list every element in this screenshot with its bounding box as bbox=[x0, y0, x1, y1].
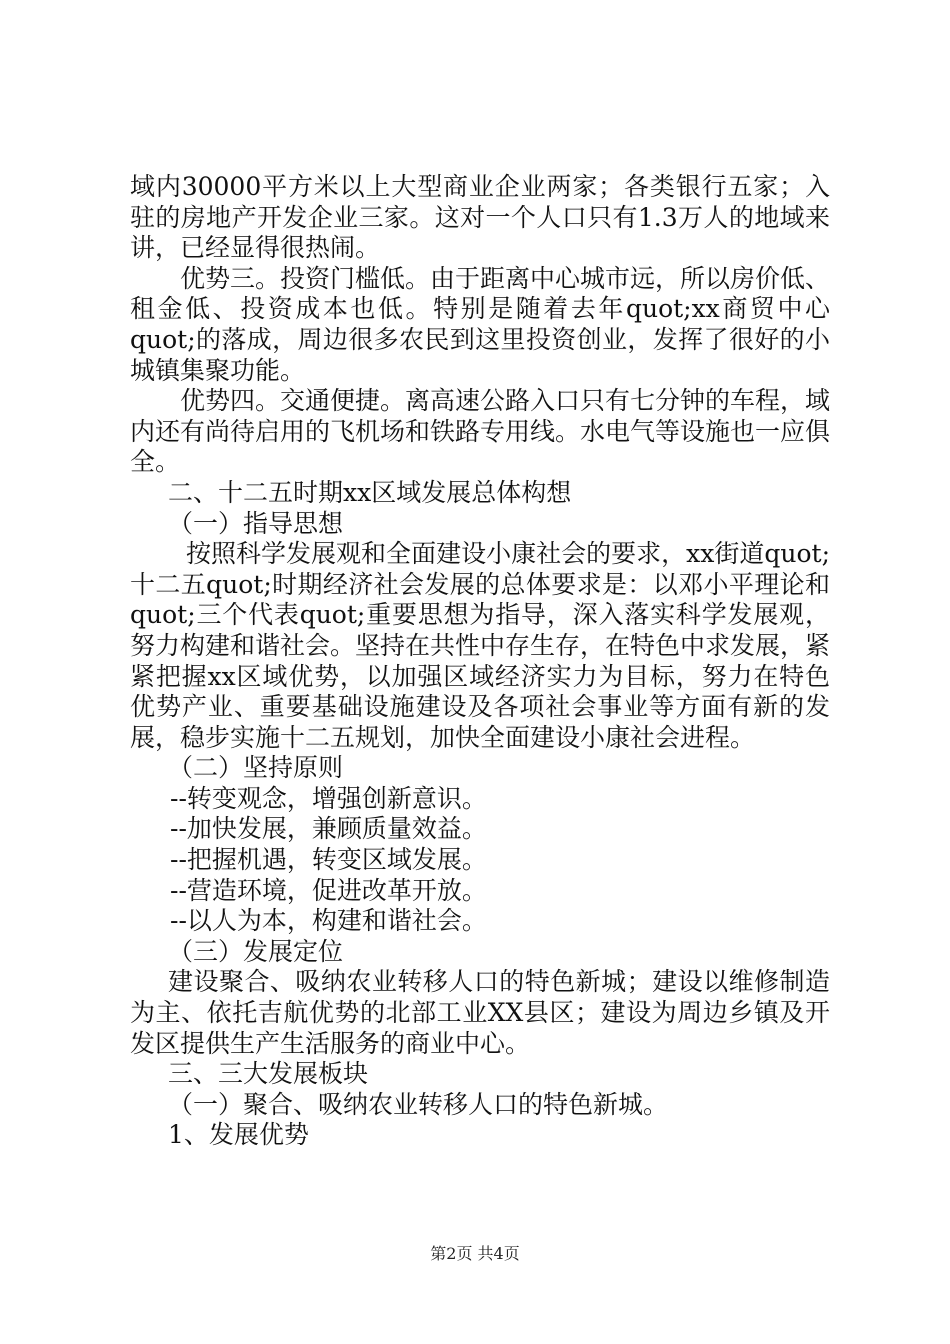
paragraph-1: 域内30000平方米以上大型商业企业两家；各类银行五家；入驻的房地产开发企业三家。这对一个人口只有1.3万人的地域来讲，已经显得很热闹。 bbox=[130, 172, 830, 263]
document-body bbox=[130, 172, 830, 1151]
subsection-heading-guiding-thought: （一）指导思想 bbox=[168, 508, 344, 538]
principle-item-1: --转变观念，增强创新意识。 bbox=[170, 783, 487, 813]
principle-item-5: --以人为本，构建和谐社会。 bbox=[170, 906, 487, 936]
page-footer: 第2页 共4页 bbox=[430, 1244, 520, 1263]
item-heading-advantages: 1、发展优势 bbox=[168, 1120, 309, 1150]
subsection-heading-positioning: （三）发展定位 bbox=[168, 936, 344, 966]
section-heading-3: 三、三大发展板块 bbox=[168, 1059, 369, 1089]
principle-item-2: --加快发展，兼顾质量效益。 bbox=[170, 814, 487, 844]
subsection-heading-principles: （二）坚持原则 bbox=[168, 753, 344, 783]
paragraph-2: 优势三。投资门槛低。由于距离中心城市远，所以房价低、租金低、投资成本也低。特别是随着去年quot;xx商贸中心quot;的落成，周边很多农民到这里投资创业，发挥了很好的小城镇集聚功能。 bbox=[130, 263, 831, 385]
section-heading-2: 二、十二五时期xx区域发展总体构想 bbox=[168, 477, 572, 507]
paragraph-3: 优势四。交通便捷。离高速公路入口只有七分钟的车程，域内还有尚待启用的飞机场和铁路专用线。水电气等设施也一应俱全。 bbox=[130, 386, 831, 477]
subsection-heading-new-city: （一）聚合、吸纳农业转移人口的特色新城。 bbox=[168, 1089, 669, 1119]
paragraph-positioning: 建设聚合、吸纳农业转移人口的特色新城；建设以维修制造为主、依托吉航优势的北部工业XX县区；建设为周边乡镇及开发区提供生产生活服务的商业中心。 bbox=[130, 967, 830, 1058]
principle-item-3: --把握机遇，转变区域发展。 bbox=[170, 845, 487, 875]
paragraph-guiding-thought: 按照科学发展观和全面建设小康社会的要求，xx街道quot;十二五quot;时期经济社会发展的总体要求是：以邓小平理论和quot;三个代表quot;重要思想为指导，深入落实科学发展观，努力构建和谐社会。坚持在共性中存生存，在特色中求发展，紧紧把握xx区域优势，以加强区域经济实力为目标，努力在特色优势产业、重要基础设施建设及各项社会事业等方面有新的发展，稳步实施十二五规划，加快全面建设小康社会进程。 bbox=[130, 539, 831, 752]
principle-item-4: --营造环境，促进改革开放。 bbox=[170, 875, 487, 905]
